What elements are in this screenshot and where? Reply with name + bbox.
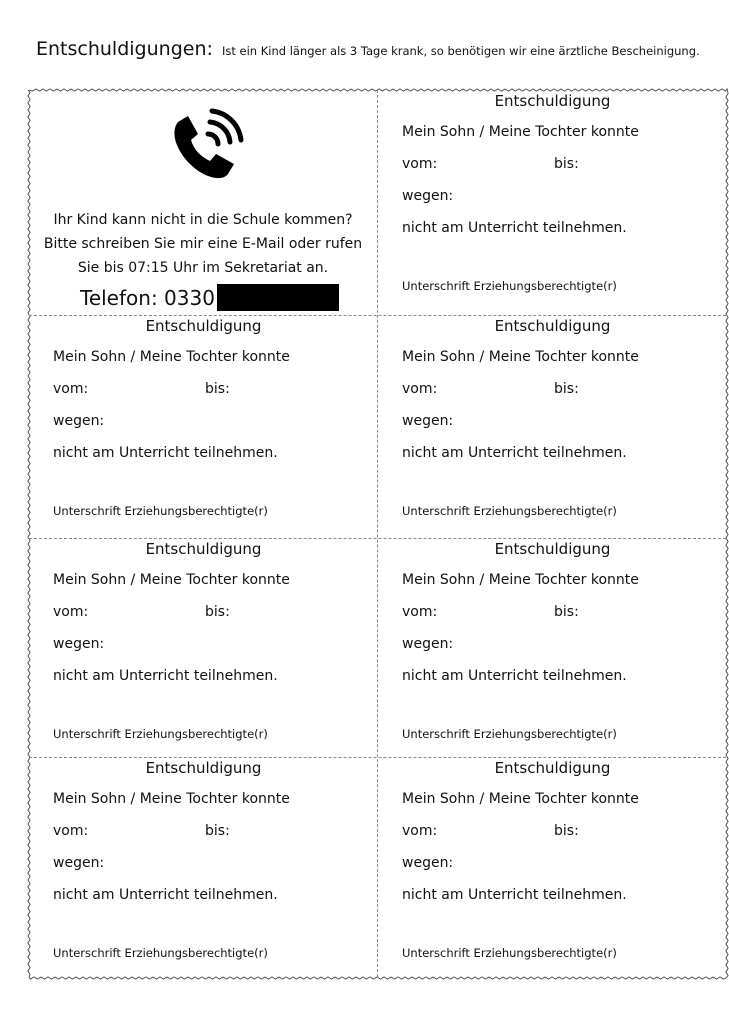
form-from-label: vom:	[402, 381, 438, 397]
phone-label: Telefon: 0330	[80, 286, 215, 310]
form-line-child: Mein Sohn / Meine Tochter konnte	[402, 124, 639, 140]
page-title: Entschuldigungen:	[36, 38, 213, 60]
excuse-form-card	[378, 315, 727, 538]
form-from-label: vom:	[402, 156, 438, 172]
form-from-label: vom:	[402, 604, 438, 620]
page-subtitle: Ist ein Kind länger als 3 Tage krank, so benötigen wir eine ärztliche Bescheinigung.	[221, 44, 700, 58]
info-card	[29, 90, 377, 315]
form-line-child: Mein Sohn / Meine Tochter konnte	[53, 572, 290, 588]
form-title: Entschuldigung	[145, 759, 262, 777]
form-title: Entschuldigung	[494, 540, 611, 558]
form-reason-label: wegen:	[402, 636, 454, 652]
excuse-form-card	[29, 538, 378, 761]
phone-number	[80, 284, 339, 311]
info-question: Ihr Kind kann nicht in die Schule kommen?	[53, 212, 353, 228]
form-signature-label: Unterschrift Erziehungsberechtigte(r)	[53, 946, 268, 960]
form-line-child: Mein Sohn / Meine Tochter konnte	[53, 349, 290, 365]
form-title: Entschuldigung	[145, 317, 262, 335]
form-title: Entschuldigung	[494, 92, 611, 110]
form-reason-label: wegen:	[53, 636, 105, 652]
excuse-form-card	[378, 757, 727, 980]
form-title: Entschuldigung	[494, 759, 611, 777]
form-from-label: vom:	[53, 604, 89, 620]
form-signature-label: Unterschrift Erziehungsberechtigte(r)	[53, 727, 268, 741]
form-to-label: bis:	[554, 823, 579, 839]
form-signature-label: Unterschrift Erziehungsberechtigte(r)	[402, 727, 617, 741]
form-reason-label: wegen:	[402, 188, 454, 204]
form-line-end: nicht am Unterricht teilnehmen.	[402, 887, 627, 903]
form-to-label: bis:	[205, 823, 230, 839]
excuse-form-card	[29, 315, 378, 538]
form-reason-label: wegen:	[402, 413, 454, 429]
info-line-1: Bitte schreiben Sie mir eine E-Mail oder rufen	[43, 236, 363, 252]
form-to-label: bis:	[554, 604, 579, 620]
form-signature-label: Unterschrift Erziehungsberechtigte(r)	[402, 946, 617, 960]
form-from-label: vom:	[53, 823, 89, 839]
form-to-label: bis:	[554, 381, 579, 397]
form-signature-label: Unterschrift Erziehungsberechtigte(r)	[402, 504, 617, 518]
form-to-label: bis:	[205, 604, 230, 620]
form-signature-label: Unterschrift Erziehungsberechtigte(r)	[53, 504, 268, 518]
excuse-form-card	[378, 538, 727, 761]
form-line-end: nicht am Unterricht teilnehmen.	[402, 668, 627, 684]
form-title: Entschuldigung	[494, 317, 611, 335]
form-line-child: Mein Sohn / Meine Tochter konnte	[402, 349, 639, 365]
form-signature-label: Unterschrift Erziehungsberechtigte(r)	[402, 279, 617, 293]
info-line-2: Sie bis 07:15 Uhr im Sekretariat an.	[77, 260, 329, 276]
form-from-label: vom:	[402, 823, 438, 839]
form-to-label: bis:	[205, 381, 230, 397]
form-to-label: bis:	[554, 156, 579, 172]
form-line-end: nicht am Unterricht teilnehmen.	[402, 220, 627, 236]
form-line-end: nicht am Unterricht teilnehmen.	[53, 887, 278, 903]
excuse-form-card	[29, 757, 378, 980]
form-from-label: vom:	[53, 381, 89, 397]
form-title: Entschuldigung	[145, 540, 262, 558]
form-reason-label: wegen:	[402, 855, 454, 871]
redacted-number	[217, 284, 339, 311]
form-reason-label: wegen:	[53, 855, 105, 871]
form-line-end: nicht am Unterricht teilnehmen.	[402, 445, 627, 461]
form-line-end: nicht am Unterricht teilnehmen.	[53, 668, 278, 684]
phone-ringing-icon	[164, 108, 244, 188]
form-line-child: Mein Sohn / Meine Tochter konnte	[402, 572, 639, 588]
form-line-child: Mein Sohn / Meine Tochter konnte	[53, 791, 290, 807]
form-line-child: Mein Sohn / Meine Tochter konnte	[402, 791, 639, 807]
form-reason-label: wegen:	[53, 413, 105, 429]
form-line-end: nicht am Unterricht teilnehmen.	[53, 445, 278, 461]
excuse-form-card	[378, 90, 727, 313]
